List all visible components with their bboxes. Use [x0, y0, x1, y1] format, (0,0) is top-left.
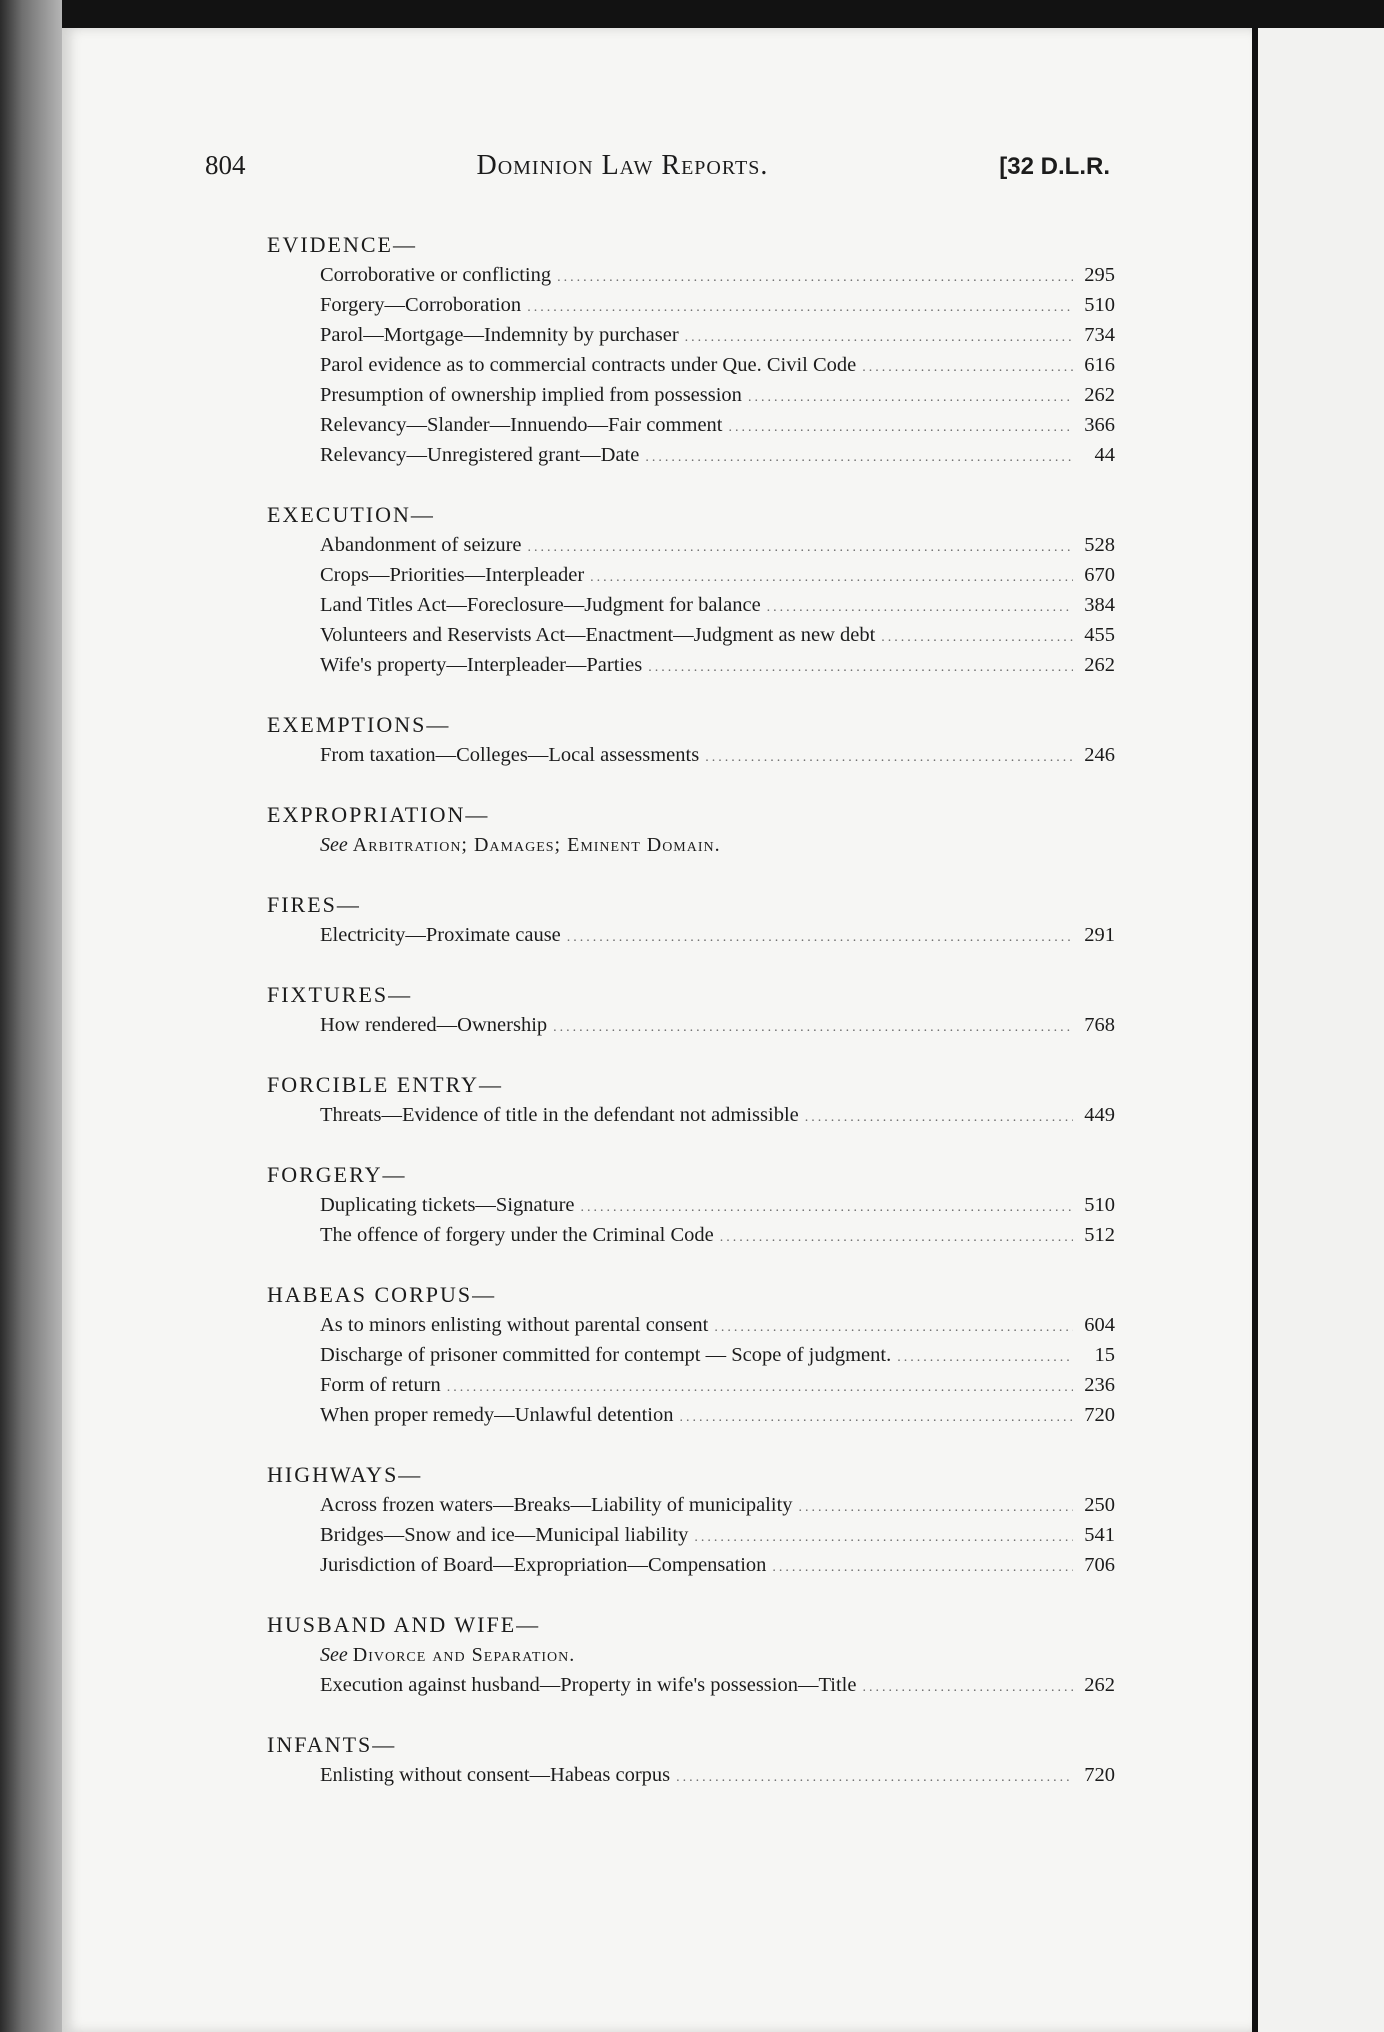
index-section [205, 230, 1115, 470]
index-entry [320, 1100, 1115, 1130]
entry-page: 236 [1084, 1374, 1115, 1396]
entry-page: 720 [1084, 1764, 1115, 1786]
leader-dots [590, 563, 1073, 593]
index-entry [320, 1400, 1115, 1430]
index-section [205, 1070, 1115, 1130]
entry-text: The offence of forgery under the Criminal Code [320, 1224, 714, 1246]
entry-text: Wife's property—Interpleader—Parties [320, 654, 643, 676]
section-heading: FORCIBLE ENTRY— [267, 1072, 503, 1097]
index-entry [320, 350, 1115, 380]
running-header [205, 150, 1110, 190]
leader-dots [447, 1373, 1073, 1403]
index-section [205, 1460, 1115, 1580]
index-entry [320, 1010, 1115, 1040]
see-word: See [320, 834, 348, 856]
entry-page: 512 [1084, 1224, 1115, 1246]
entry-page: 44 [1094, 444, 1115, 466]
leader-dots [862, 1673, 1073, 1703]
index-entry [320, 440, 1115, 470]
index-entry [320, 410, 1115, 440]
index-entry [320, 590, 1115, 620]
index-section [205, 1160, 1115, 1250]
volume-label: [32 D.L.R. [999, 153, 1110, 180]
leader-dots [767, 593, 1073, 623]
section-heading: HIGHWAYS— [267, 1462, 423, 1487]
leader-dots [694, 1523, 1073, 1553]
entry-page: 616 [1084, 354, 1115, 376]
entry-page: 768 [1084, 1014, 1115, 1036]
leader-dots [772, 1553, 1073, 1583]
index-entry [320, 1670, 1115, 1700]
entry-text: Land Titles Act—Foreclosure—Judgment for balance [320, 594, 761, 616]
entry-text: Presumption of ownership implied from possession [320, 384, 742, 406]
index-entry [320, 1310, 1115, 1340]
entry-text: Relevancy—Unregistered grant—Date [320, 444, 640, 466]
entry-text: How rendered—Ownership [320, 1014, 548, 1036]
leader-dots [648, 653, 1073, 683]
entry-text: Relevancy—Slander—Innuendo—Fair comment [320, 414, 723, 436]
section-heading: HABEAS CORPUS— [267, 1282, 497, 1307]
page-content [205, 150, 1115, 1820]
see-references: Divorce and Separation. [352, 1644, 576, 1666]
leader-dots [528, 533, 1073, 563]
section-heading: INFANTS— [267, 1732, 397, 1757]
index-section [205, 800, 1110, 860]
index-entry [320, 260, 1115, 290]
leader-dots [729, 413, 1074, 443]
section-heading: EXECUTION— [267, 502, 435, 527]
see-reference [320, 1640, 1110, 1670]
index-section [205, 1610, 1115, 1700]
index-entry [320, 560, 1115, 590]
index-entry [320, 920, 1115, 950]
section-heading: FORGERY— [267, 1162, 407, 1187]
index-entry [320, 290, 1115, 320]
entry-text: Electricity—Proximate cause [320, 924, 561, 946]
entry-page: 510 [1084, 1194, 1115, 1216]
entry-page: 262 [1084, 384, 1115, 406]
leader-dots [799, 1493, 1073, 1523]
section-heading: FIRES— [267, 892, 361, 917]
leader-dots [553, 1013, 1073, 1043]
entry-page: 250 [1084, 1494, 1115, 1516]
entry-text: Enlisting without consent—Habeas corpus [320, 1764, 671, 1786]
entry-text: Volunteers and Reservists Act—Enactment—Judgment as new debt [320, 624, 876, 646]
publication-title: Dominion Law Reports. [476, 150, 769, 181]
leader-dots [676, 1763, 1073, 1793]
index-entry [320, 620, 1115, 650]
entry-text: Across frozen waters—Breaks—Liability of municipality [320, 1494, 793, 1516]
index-body [205, 230, 1115, 1790]
leader-dots [557, 263, 1073, 293]
leader-dots [805, 1103, 1073, 1133]
entry-page: 246 [1084, 744, 1115, 766]
leader-dots [680, 1403, 1073, 1433]
index-entry [320, 1370, 1115, 1400]
entry-page: 734 [1084, 324, 1115, 346]
leader-dots [581, 1193, 1074, 1223]
entry-text: Parol—Mortgage—Indemnity by purchaser [320, 324, 679, 346]
index-entry [320, 740, 1115, 770]
index-entry [320, 380, 1115, 410]
entry-text: Crops—Priorities—Interpleader [320, 564, 585, 586]
entry-text: Threats—Evidence of title in the defendant not admissible [320, 1104, 799, 1126]
see-word: See [320, 1644, 348, 1666]
entry-page: 670 [1084, 564, 1115, 586]
entry-page: 262 [1084, 1674, 1115, 1696]
entry-page: 262 [1084, 654, 1115, 676]
section-heading: EXPROPRIATION— [267, 802, 490, 827]
leader-dots [567, 923, 1073, 953]
index-entry [320, 1340, 1115, 1370]
leader-dots [881, 623, 1073, 653]
entry-page: 720 [1084, 1404, 1115, 1426]
section-heading: HUSBAND AND WIFE— [267, 1612, 541, 1637]
entry-page: 291 [1084, 924, 1115, 946]
entry-page: 706 [1084, 1554, 1115, 1576]
index-section [205, 710, 1115, 770]
entry-text: Bridges—Snow and ice—Municipal liability [320, 1524, 689, 1546]
index-entry [320, 530, 1115, 560]
book-binding [0, 0, 62, 2032]
entry-page: 541 [1084, 1524, 1115, 1546]
entry-page: 510 [1084, 294, 1115, 316]
section-heading: EXEMPTIONS— [267, 712, 451, 737]
entry-text: Form of return [320, 1374, 441, 1396]
entry-page: 528 [1084, 534, 1115, 556]
section-heading: EVIDENCE— [267, 232, 417, 257]
facing-page-edge [1252, 28, 1384, 2032]
leader-dots [748, 383, 1073, 413]
leader-dots [720, 1223, 1073, 1253]
entry-text: Execution against husband—Property in wife's possession—Title [320, 1674, 857, 1696]
index-section [205, 1730, 1115, 1790]
leader-dots [527, 293, 1073, 323]
entry-page: 455 [1084, 624, 1115, 646]
see-references: Arbitration; Damages; Eminent Domain. [352, 834, 721, 856]
entry-text: Discharge of prisoner committed for contempt — Scope of judgment. [320, 1344, 892, 1366]
leader-dots [714, 1313, 1073, 1343]
index-section [205, 980, 1115, 1040]
index-entry [320, 1760, 1115, 1790]
page-number: 804 [205, 150, 246, 180]
entry-text: From taxation—Colleges—Local assessments [320, 744, 700, 766]
entry-text: Jurisdiction of Board—Expropriation—Compensation [320, 1554, 767, 1576]
index-entry [320, 320, 1115, 350]
index-entry [320, 650, 1115, 680]
index-entry [320, 1490, 1115, 1520]
entry-page: 604 [1084, 1314, 1115, 1336]
entry-page: 15 [1094, 1344, 1115, 1366]
leader-dots [685, 323, 1073, 353]
index-entry [320, 1190, 1115, 1220]
entry-text: As to minors enlisting without parental consent [320, 1314, 709, 1336]
entry-text: When proper remedy—Unlawful detention [320, 1404, 674, 1426]
entry-text: Forgery—Corroboration [320, 294, 522, 316]
index-entry [320, 1550, 1115, 1580]
entry-page: 384 [1084, 594, 1115, 616]
entry-text: Parol evidence as to commercial contracts under Que. Civil Code [320, 354, 857, 376]
entry-text: Corroborative or conflicting [320, 264, 552, 286]
index-section [205, 890, 1115, 950]
entry-text: Abandonment of seizure [320, 534, 522, 556]
entry-text: Duplicating tickets—Signature [320, 1194, 575, 1216]
leader-dots [705, 743, 1073, 773]
entry-page: 366 [1084, 414, 1115, 436]
index-section [205, 1280, 1115, 1430]
index-entry [320, 1520, 1115, 1550]
scan-top-edge [0, 0, 1384, 28]
index-section [205, 500, 1115, 680]
leader-dots [897, 1343, 1073, 1373]
entry-page: 449 [1084, 1104, 1115, 1126]
index-entry [320, 1220, 1115, 1250]
see-reference [320, 830, 1110, 860]
entry-page: 295 [1084, 264, 1115, 286]
section-heading: FIXTURES— [267, 982, 413, 1007]
leader-dots [862, 353, 1073, 383]
leader-dots [645, 443, 1073, 473]
